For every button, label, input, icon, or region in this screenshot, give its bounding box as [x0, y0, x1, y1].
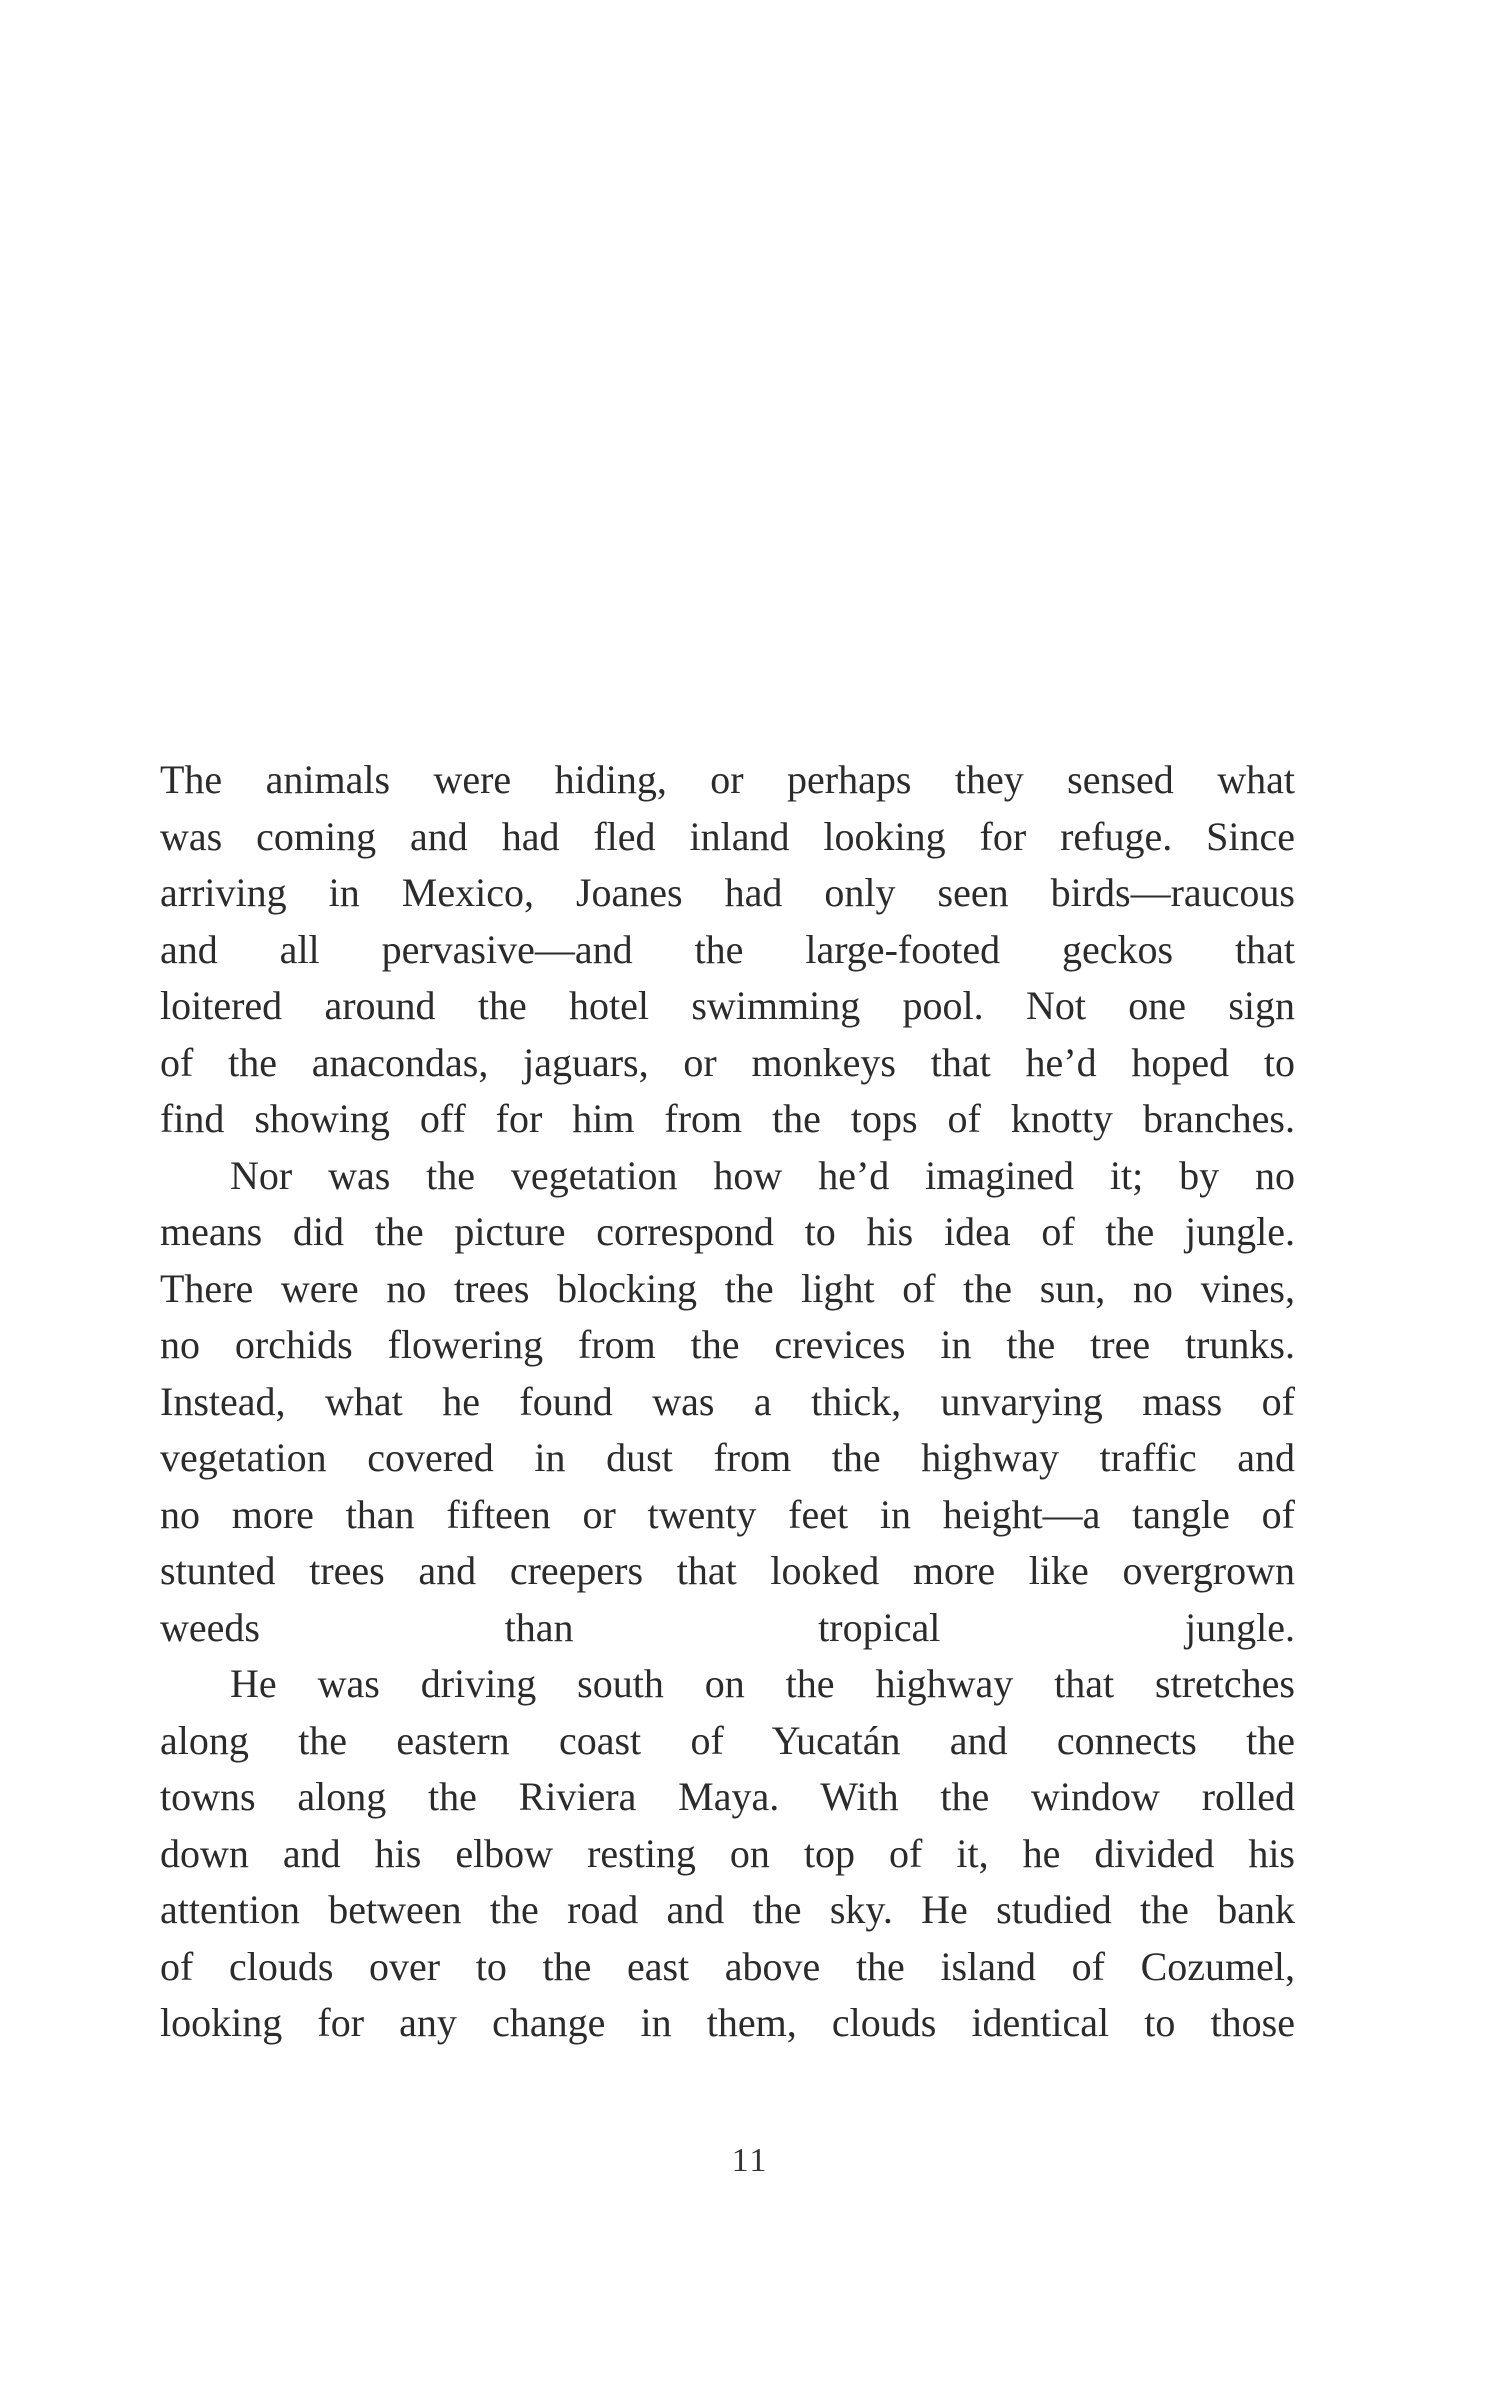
text-line: no more than fifteen or twenty feet in height—a tangle of — [160, 1491, 1295, 1537]
text-line: attention between the road and the sky. He studied the bank — [160, 1887, 1295, 1932]
paragraph-1 — [160, 752, 1295, 1148]
text-line: no orchids flowering from the crevices in the tree trunks. — [160, 1322, 1295, 1367]
text-line: towns along the Riviera Maya. With the window rolled — [160, 1774, 1295, 1819]
body-text — [160, 752, 1295, 2052]
text-line: of the anacondas, jaguars, or monkeys that he’d hoped to — [160, 1039, 1295, 1085]
text-line: Instead, what he found was a thick, unvarying mass of — [160, 1378, 1295, 1424]
text-line: looking for any change in them, clouds identical to those — [160, 2000, 1295, 2045]
text-line: weeds than tropical jungle. — [160, 1604, 1295, 1650]
text-line: He was driving south on the highway that stretches — [230, 1661, 1295, 1706]
text-line: find showing off for him from the tops of knotty branches. — [160, 1096, 1295, 1141]
text-line: The animals were hiding, or perhaps they sensed what — [160, 757, 1295, 802]
text-line: along the eastern coast of Yucatán and connects the — [160, 1717, 1295, 1763]
text-line: means did the picture correspond to his idea of the jungle. — [160, 1209, 1295, 1254]
page-number: 11 — [731, 2142, 769, 2179]
text-line: stunted trees and creepers that looked more like overgrown — [160, 1548, 1295, 1593]
text-line: vegetation covered in dust from the highway traffic and — [160, 1435, 1295, 1480]
text-line: loitered around the hotel swimming pool. Not one sign — [160, 983, 1295, 1028]
text-line: down and his elbow resting on top of it, he divided his — [160, 1830, 1295, 1876]
text-line: was coming and had fled inland looking for refuge. Since — [160, 813, 1295, 859]
paragraph-2 — [160, 1148, 1295, 1657]
text-line: arriving in Mexico, Joanes had only seen birds—raucous — [160, 870, 1295, 915]
paragraph-3 — [160, 1656, 1295, 2052]
text-line: and all pervasive—and the large-footed geckos that — [160, 926, 1295, 972]
text-line: of clouds over to the east above the island of Cozumel, — [160, 1943, 1295, 1989]
text-line: There were no trees blocking the light of the sun, no vines, — [160, 1265, 1295, 1311]
text-line: Nor was the vegetation how he’d imagined it; by no — [230, 1152, 1295, 1198]
